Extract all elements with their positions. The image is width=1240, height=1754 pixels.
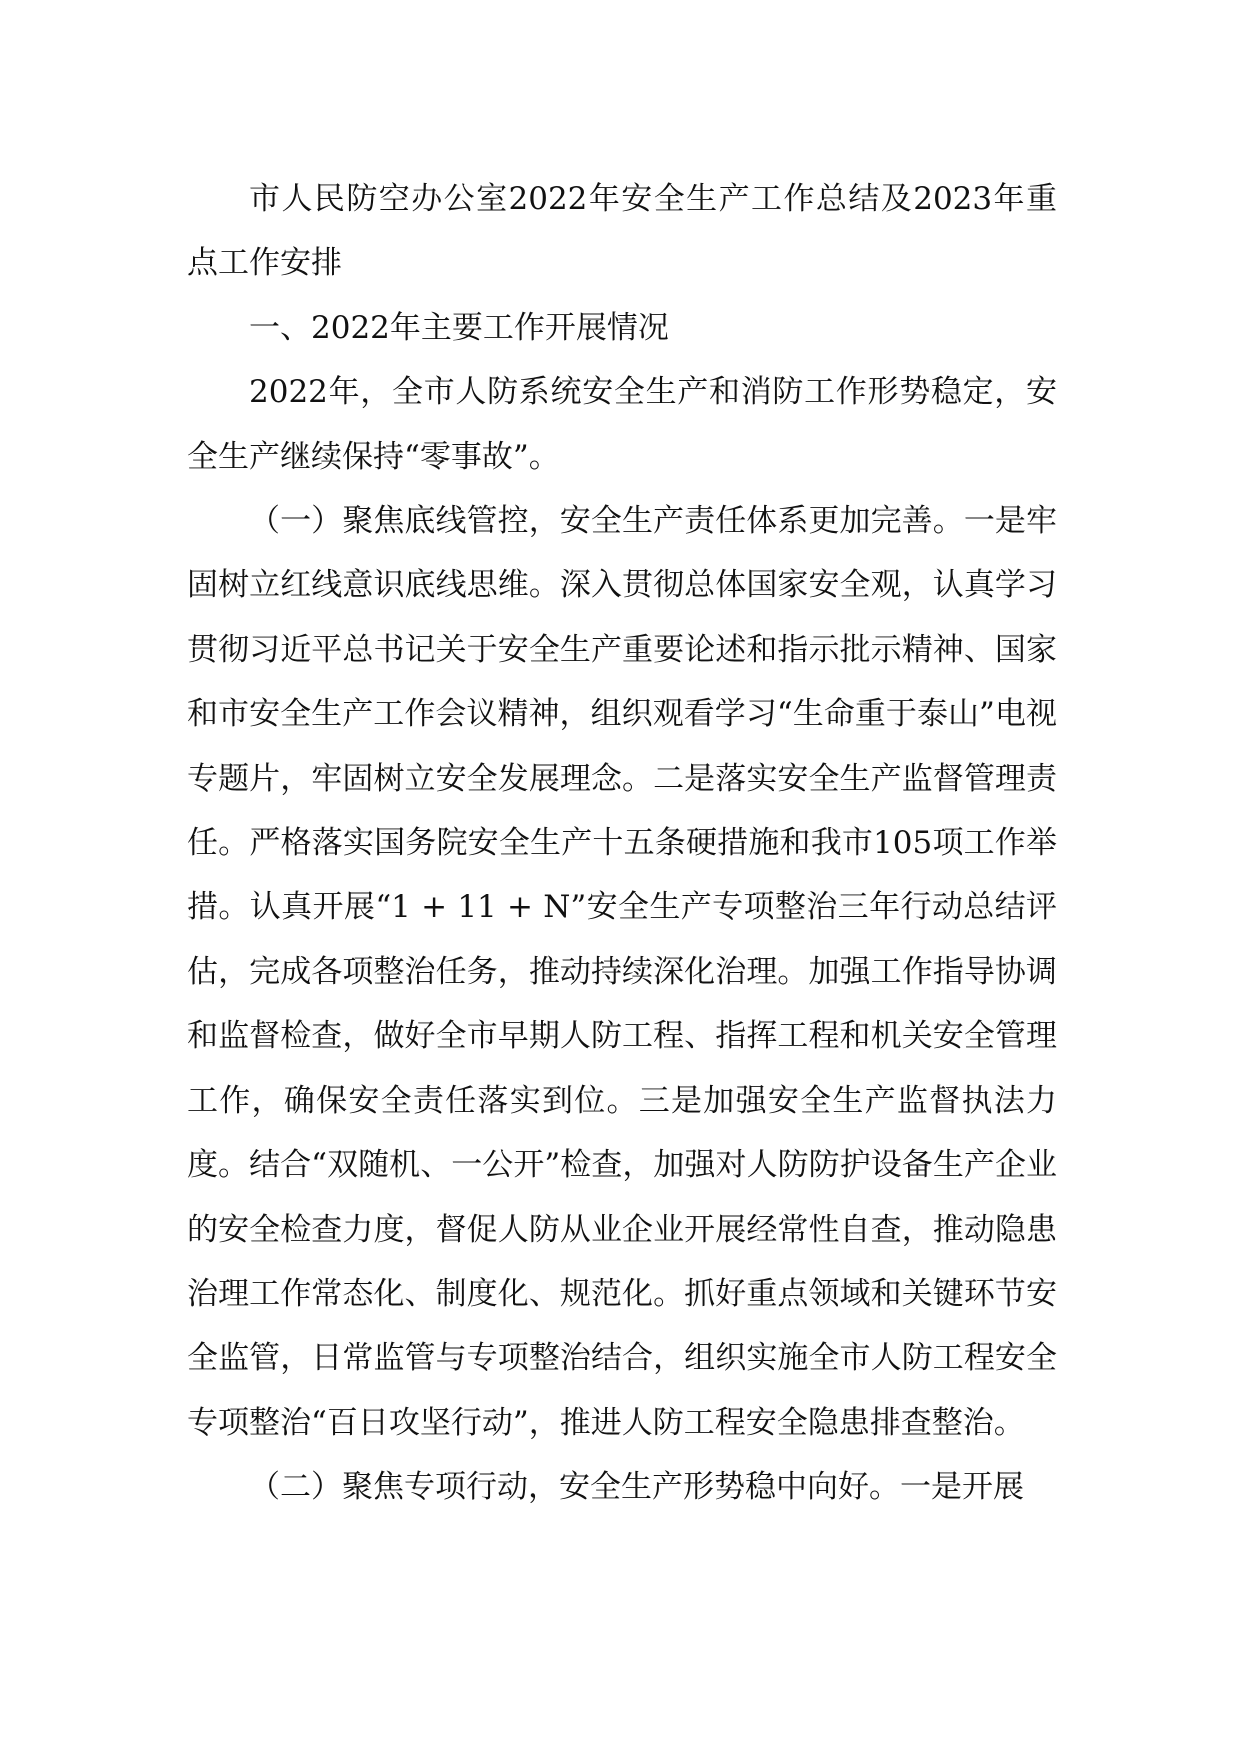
section-1-paragraph: （一）聚焦底线管控，安全生产责任体系更加完善。一是牢固树立红线意识底线思维。深入贯彻总体国家安全观，认真学习贯彻习近平总书记关于安全生产重要论述和指示批示精神、国家和市安全生产工作会议精神，组织观看学习“生命重于泰山”电视专题片，牢固树立安全发展理念。二是落实安全生产监督管理责任。严格落实国务院安全生产十五条硬措施和我市105项工作举措。认真开展“1 + 11 + N”安全生产专项整治三年行动总结评估，完成各项整治任务，推动持续深化治理。加强工作指导协调和监督检查，做好全市早期人防工程、指挥工程和机关安全管理工作，确保安全责任落实到位。三是加强安全生产监督执法力度。结合“双随机、一公开”检查，加强对人防防护设备生产企业的安全检查力度，督促人防从业企业开展经常性自查，推动隐患治理工作常态化、制度化、规范化。抓好重点领域和关键环节安全监管，日常监管与专项整治结合，组织实施全市人防工程安全专项整治“百日攻坚行动”，推进人防工程安全隐患排查整治。 [187, 503, 1057, 1441]
intro-paragraph: 2022年，全市人防系统安全生产和消防工作形势稳定，安全生产继续保持“零事故”。 [187, 374, 1057, 475]
section-heading-1: 一、2022年主要工作开展情况 [249, 309, 669, 346]
document-body [187, 167, 1057, 1520]
document-title: 市人民防空办公室2022年安全生产工作总结及2023年重点工作安排 [187, 181, 1057, 282]
section-2-paragraph: （二）聚焦专项行动，安全生产形势稳中向好。一是开展 [249, 1469, 1024, 1506]
